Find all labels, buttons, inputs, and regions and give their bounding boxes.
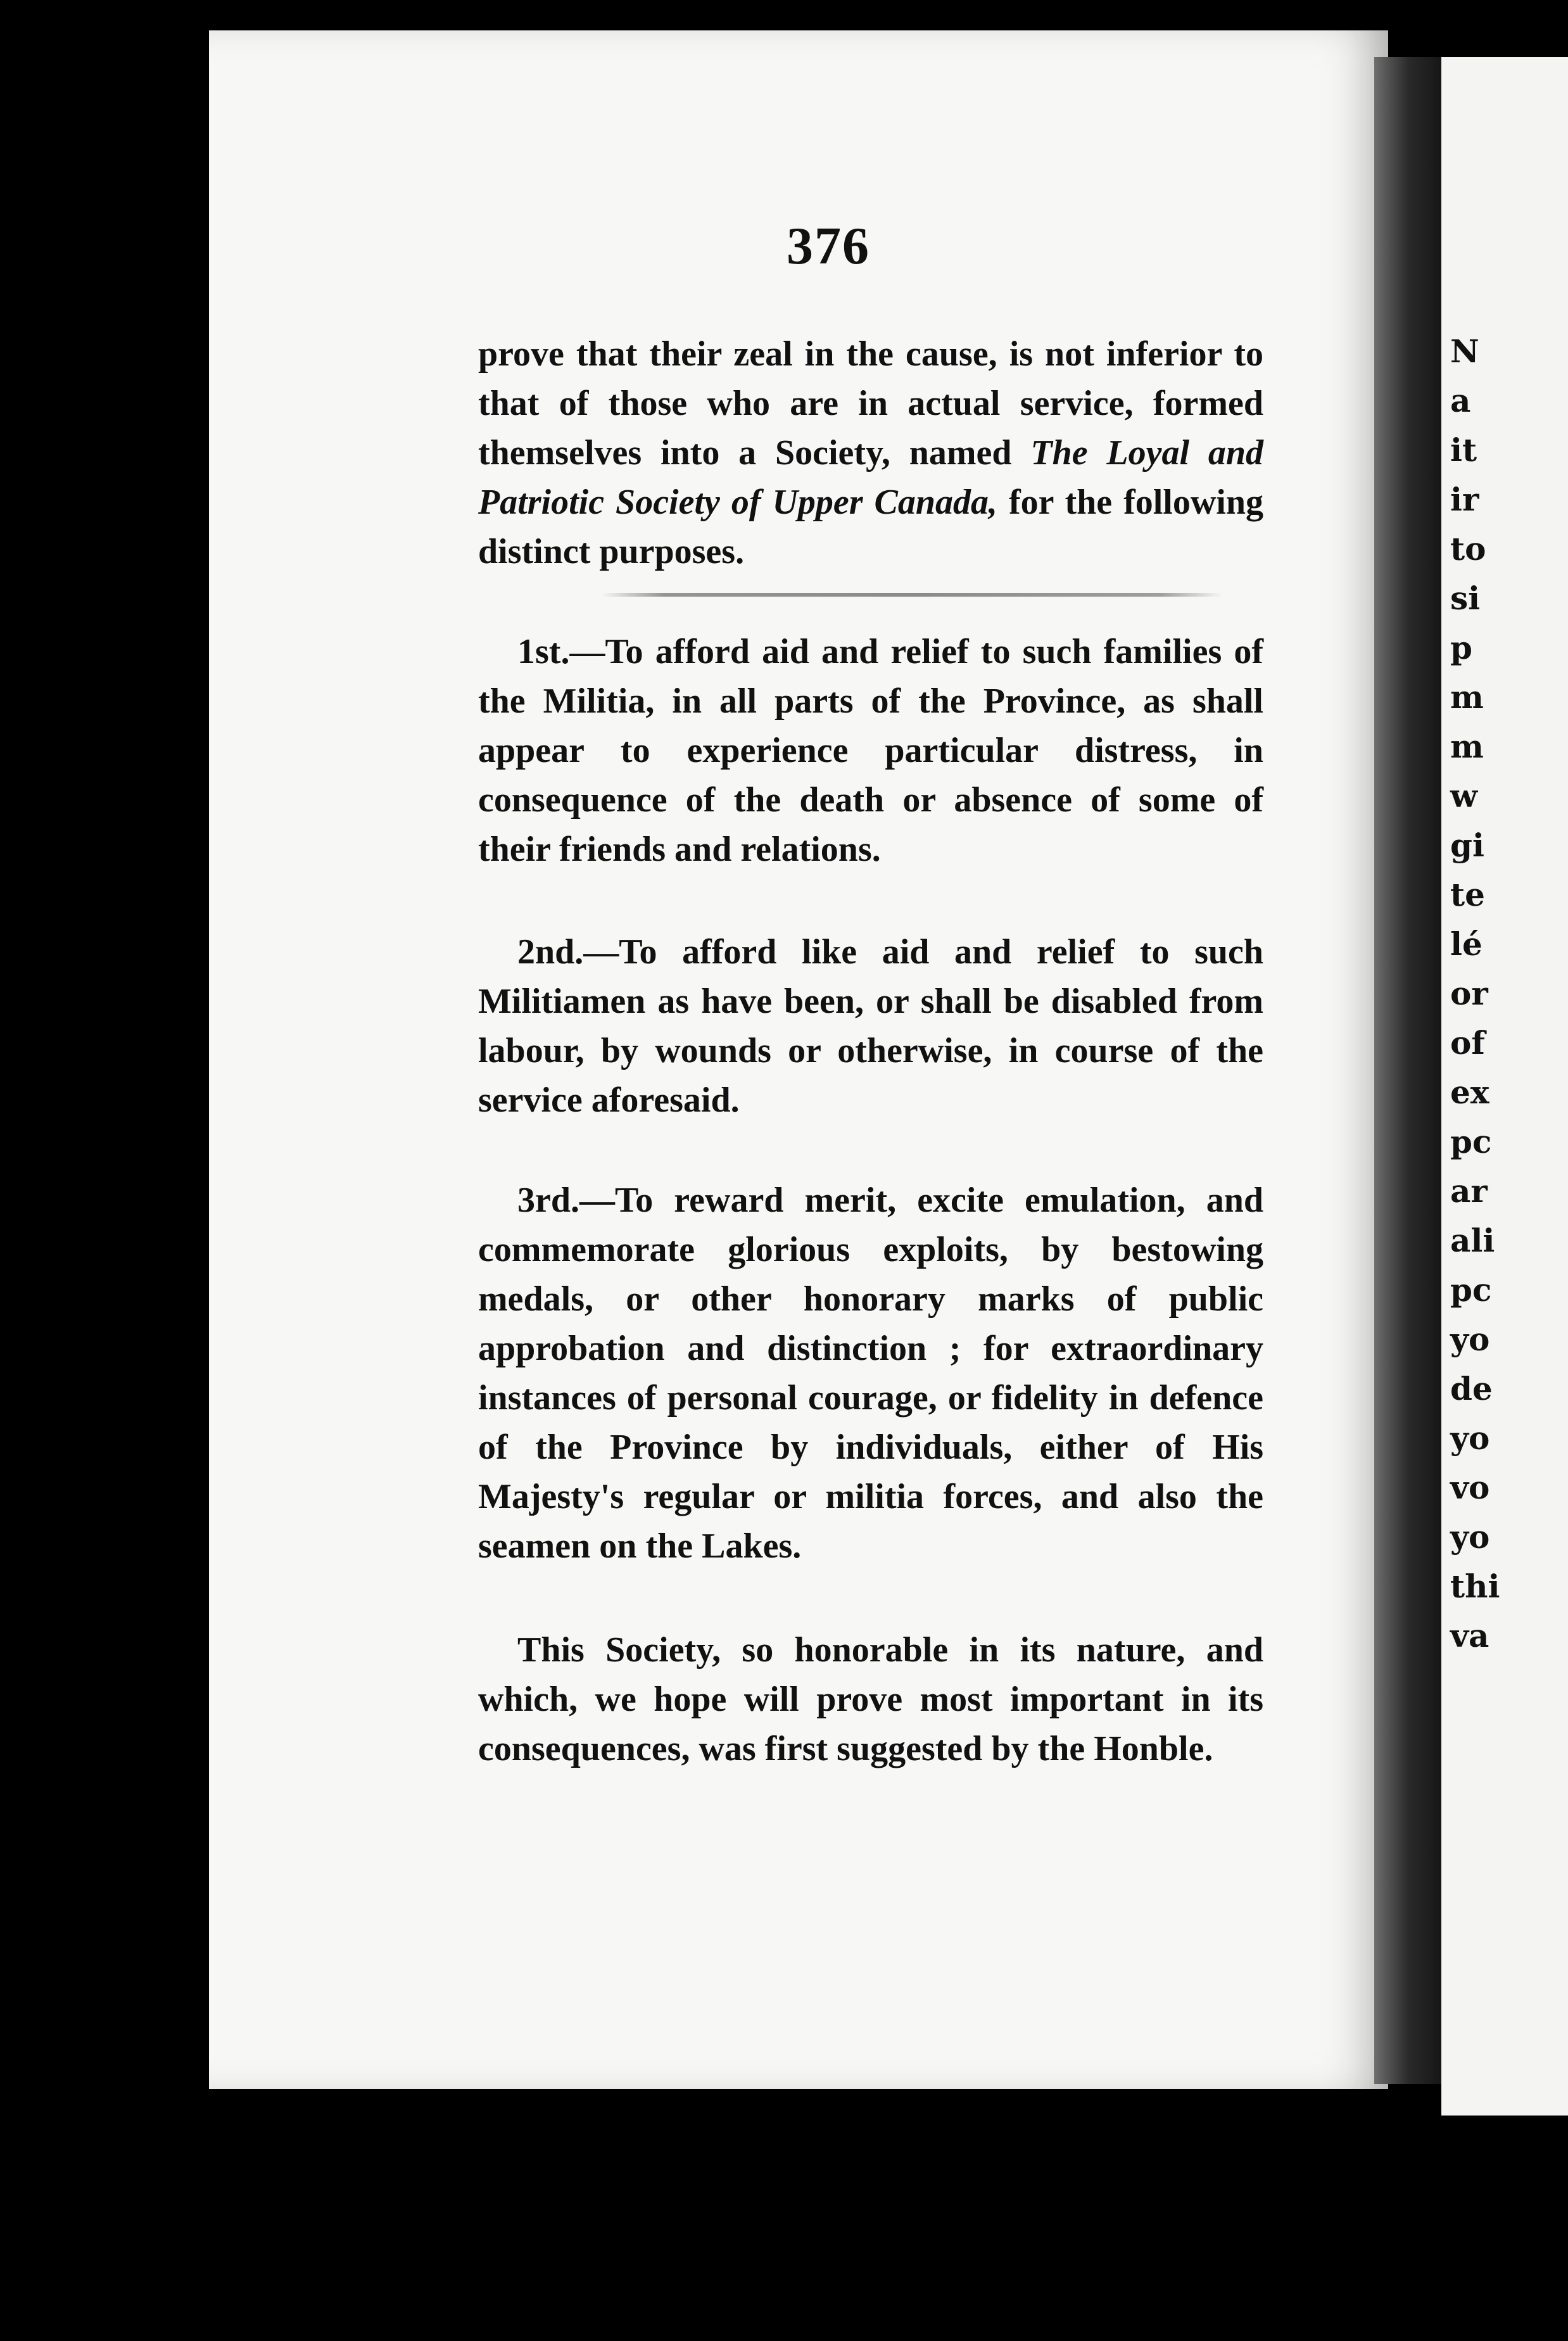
facing-page-line: thi <box>1450 1568 1500 1605</box>
paragraph-intro-text-a: prove that their zeal in the cause, is not inferior to that of those who are in actual service, formed themselves into a Society, named <box>478 334 1263 473</box>
facing-page-line: pc <box>1450 1123 1492 1160</box>
facing-page-line: gi <box>1450 827 1484 864</box>
paragraph-second-purpose-text: 2nd.—To afford like aid and relief to such Militiamen as have been, or shall be disabled from labour, by wounds or otherwise, in course of the service aforesaid. <box>478 932 1263 1120</box>
paragraph-second-purpose <box>478 927 1263 1125</box>
paragraph-society-text: This Society, so honorable in its nature, and which, we hope will prove most important in its consequences, was first suggested by the Honble. <box>478 1630 1263 1768</box>
facing-page-line: vo <box>1450 1469 1490 1506</box>
facing-page-line: yo <box>1450 1419 1490 1457</box>
facing-page-line: w <box>1450 777 1478 815</box>
facing-page-line: of <box>1450 1024 1485 1062</box>
facing-page-line: si <box>1450 580 1481 617</box>
facing-page-line: ali <box>1450 1222 1495 1259</box>
facing-page-line: lé <box>1450 925 1483 963</box>
paragraph-society <box>478 1625 1263 1773</box>
facing-page-line: a <box>1450 382 1471 419</box>
facing-page-line: p <box>1450 629 1472 666</box>
facing-page-line: te <box>1450 876 1485 913</box>
facing-page-line: va <box>1450 1617 1489 1654</box>
facing-page-line: m <box>1450 678 1484 716</box>
paragraph-intro <box>478 329 1263 576</box>
paragraph-third-purpose <box>478 1176 1263 1571</box>
facing-page-line: m <box>1450 728 1484 765</box>
facing-page-line: yo <box>1450 1321 1490 1358</box>
section-rule <box>602 593 1222 597</box>
facing-page-line: ex <box>1450 1074 1489 1111</box>
society-name: The Loyal and Patriotic Society of Upper Canada, <box>478 433 1263 522</box>
facing-page-line: ir <box>1450 481 1479 518</box>
facing-page-line: or <box>1450 975 1488 1012</box>
facing-page-line: to <box>1450 530 1486 568</box>
book-gutter <box>1374 57 1450 2084</box>
page-number: 376 <box>787 217 870 276</box>
paragraph-first-purpose <box>478 627 1263 874</box>
paragraph-intro-text-b: for the following distinct purposes. <box>478 483 1263 571</box>
paragraph-first-purpose-text: 1st.—To afford aid and relief to such families of the Militia, in all parts of the Province, as shall appear to experience particular distress, in consequence of the death or absence of some of their friends and relations. <box>478 632 1263 869</box>
facing-page-line: it <box>1450 431 1477 469</box>
facing-page-line: N <box>1450 333 1479 370</box>
paragraph-third-purpose-text: 3rd.—To reward merit, excite emulation, and commemorate glorious exploits, by bestowing medals, or other honorary marks of public approbation and distinction ; for extraordinary instances of personal courage, or fidelity in defence of the Province by individuals, either of His Majesty's regular or militia forces, and also the seamen on the Lakes. <box>478 1181 1263 1566</box>
facing-page-line: de <box>1450 1370 1493 1407</box>
facing-page-line: yo <box>1450 1518 1490 1556</box>
facing-page-line: ar <box>1450 1172 1488 1210</box>
facing-page-line: pc <box>1450 1271 1492 1309</box>
